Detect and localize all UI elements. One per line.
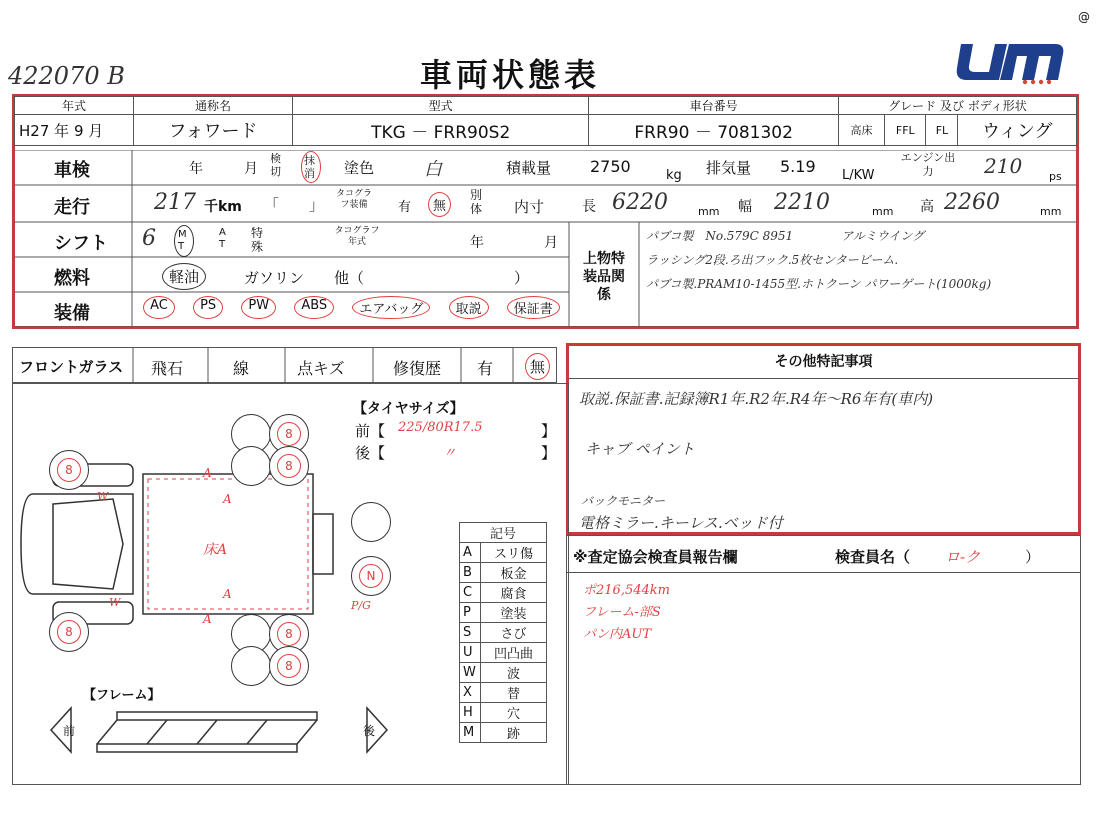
tyre-front-label: 前【 <box>355 422 386 440</box>
tyre: N <box>351 556 391 596</box>
special-equipment-label: 上物特装品関係 <box>583 251 625 303</box>
tachograph-year-unit: 年 <box>470 235 484 251</box>
tyre: 8 <box>49 450 89 490</box>
page-title: 車両状態表 <box>420 56 601 94</box>
chassis-number: FRR90 － 7081302 <box>589 115 839 146</box>
tachograph-yes: 有 <box>398 200 412 215</box>
vehicle-name: フォワード <box>134 115 293 146</box>
inspection-label: 車検 <box>54 160 90 181</box>
report-line: パン内AUT <box>583 627 652 642</box>
equipment-pw: PW <box>241 296 276 319</box>
length-unit: mm <box>698 205 720 218</box>
manual-transmission: M T <box>174 225 194 257</box>
logo <box>955 36 1065 86</box>
windshield-repair-history: 修復歴 <box>393 359 442 378</box>
displacement-label: 排気量 <box>706 159 752 177</box>
tyre: 8 <box>269 646 309 686</box>
special-equipment-line: ラッシング2段.ろ出フック.5枚センタービーム. <box>646 253 899 267</box>
special-equipment-line: パブコ製 No.579C 8951 アルミウイング <box>646 229 925 243</box>
tyre: 8 <box>269 446 309 486</box>
color-value: 白 <box>424 159 442 180</box>
inspection-expired: 検切 <box>270 152 281 178</box>
code-row <box>460 643 547 663</box>
width-label: 幅 <box>738 199 752 215</box>
vehicle-model: TKG － FRR90S2 <box>293 115 589 146</box>
load-value: 2750 <box>590 157 631 176</box>
code-row <box>460 703 547 723</box>
tyre-front-close: 】 <box>541 422 557 440</box>
power-gate-mark: P/G <box>351 599 371 612</box>
code-letter: X <box>460 683 481 703</box>
equipment-ac: AC <box>143 296 175 319</box>
tachograph-month-unit: 月 <box>544 235 558 251</box>
equipment-manual: 取説 <box>449 296 489 319</box>
automatic-transmission: A T <box>219 227 226 250</box>
remarks-line: キャブ ペイント <box>585 440 695 458</box>
engine-output-unit: ps <box>1049 170 1062 183</box>
code-row <box>460 723 547 743</box>
inspection-cancelled: 抹消 <box>301 151 321 183</box>
tyre: 8 <box>49 612 89 652</box>
report-line: フレーム-部S <box>583 605 661 620</box>
report-notes <box>583 580 670 646</box>
windshield-no: 無 <box>525 353 550 380</box>
code-legend <box>459 522 547 743</box>
mileage-value: 217 <box>154 190 196 215</box>
equipment-airbag: エアバッグ <box>352 296 430 319</box>
windshield-label: フロントガラス <box>19 358 124 376</box>
equipment-warranty: 保証書 <box>507 296 560 319</box>
code-letter: U <box>460 643 481 663</box>
code-meaning: 塗装 <box>481 603 547 623</box>
remarks-title: その他特記事項 <box>569 346 1078 379</box>
tyre-size-title: 【タイヤサイズ】 <box>353 401 464 417</box>
special-equipment-notes <box>646 224 1074 296</box>
equipment-ps: PS <box>193 296 223 319</box>
special-transmission: 特殊 <box>251 226 264 254</box>
inspection-month-unit: 月 <box>244 161 258 177</box>
inspection-year-unit: 年 <box>189 161 203 177</box>
remarks-line: 電格ミラー.キーレス.ベッド付 <box>579 514 783 532</box>
code-meaning: 跡 <box>481 723 547 743</box>
code-letter: H <box>460 703 481 723</box>
grade-header: グレード 及び ボディ形状 <box>838 97 1076 115</box>
code-meaning: 腐食 <box>481 583 547 603</box>
remarks-box <box>566 343 1081 535</box>
tyre <box>351 502 391 542</box>
load-unit: kg <box>666 168 682 183</box>
tyre: 8 <box>269 614 309 654</box>
tyre-rear-close: 】 <box>541 444 557 462</box>
frame-drawing <box>49 702 389 762</box>
length-label: 長 <box>582 199 596 215</box>
fl-type: FL <box>926 115 958 146</box>
windshield-line: 線 <box>233 359 250 378</box>
name-header: 通称名 <box>134 97 293 115</box>
fuel-label: 燃料 <box>54 268 90 289</box>
tyre-rear-label: 後【 <box>355 444 386 462</box>
mileage-bracket: 「 」 <box>264 196 325 214</box>
vehicle-table <box>14 96 1077 146</box>
windshield-spot: 点キズ <box>297 359 345 378</box>
code-letter: P <box>460 603 481 623</box>
roof-type: 高床 <box>838 115 884 146</box>
damage-mark-a: A <box>223 492 232 506</box>
inspector-report <box>566 535 1081 785</box>
frame-rear: 後 <box>363 724 376 738</box>
remarks-line: 取説.保証書.記録簿R1年.R2年.R4年～R6年有(車内) <box>579 390 934 408</box>
length-value: 6220 <box>612 190 668 215</box>
code-row <box>460 663 547 683</box>
fuel-other: 他（ ） <box>334 269 530 287</box>
damage-mark-w: W <box>97 490 109 503</box>
damage-diagram <box>12 383 569 785</box>
code-letter: B <box>460 563 481 583</box>
code-row <box>460 543 547 563</box>
tachograph-year-label: タコグラフ年式 <box>334 226 380 247</box>
code-meaning: 板金 <box>481 563 547 583</box>
engine-output-label: エンジン出力 <box>900 151 956 178</box>
mileage-unit: 千km <box>204 199 242 215</box>
inspector-name: ロ-ク <box>945 548 981 566</box>
fuel-gasoline: ガソリン <box>244 269 305 287</box>
code-meaning: スリ傷 <box>481 543 547 563</box>
inner-size-label: 内寸 <box>514 198 545 216</box>
inspector-label: 検査員名（ <box>835 548 911 566</box>
model-header: 型式 <box>293 97 589 115</box>
height-value: 2260 <box>944 190 1000 215</box>
floor-damage: 床A <box>203 542 228 558</box>
code-meaning: 穴 <box>481 703 547 723</box>
code-legend-title: 記号 <box>460 523 547 543</box>
code-letter: S <box>460 623 481 643</box>
mileage-label: 走行 <box>54 197 90 218</box>
frame-front: 前 <box>63 724 76 738</box>
code-meaning: 波 <box>481 663 547 683</box>
inspector-close: ） <box>1025 548 1041 566</box>
chassis-header: 車台番号 <box>589 97 839 115</box>
width-unit: mm <box>872 205 894 218</box>
code-letter: W <box>460 663 481 683</box>
special-equipment-line: パブコ製.PRAM10-1455型.ホトクーン パワーゲート(1000kg) <box>646 277 992 291</box>
height-unit: mm <box>1040 205 1062 218</box>
equipment-list <box>134 296 569 319</box>
windshield-chip: 飛石 <box>151 359 184 378</box>
color-label: 塗色 <box>344 159 375 177</box>
code-meaning: 替 <box>481 683 547 703</box>
windshield-row <box>12 347 557 383</box>
engine-output-value: 210 <box>984 154 1023 178</box>
fuel-diesel: 軽油 <box>162 263 206 290</box>
damage-mark-a: A <box>203 612 212 626</box>
gear-count: 6 <box>142 226 156 251</box>
stock-number: 422070 B <box>8 62 125 90</box>
vehicle-detail-rows <box>14 150 1077 327</box>
width-value: 2210 <box>774 190 830 215</box>
code-letter: M <box>460 723 481 743</box>
year-header: 年式 <box>15 97 134 115</box>
tachograph-separate: 別体 <box>470 188 483 216</box>
displacement-unit: L/KW <box>842 168 875 183</box>
tyre-front-value: 225/80R17.5 <box>398 420 483 435</box>
code-meaning: さび <box>481 623 547 643</box>
code-letter: C <box>460 583 481 603</box>
registration-year: H27 年 9 月 <box>15 115 134 146</box>
shift-label: シフト <box>54 233 108 254</box>
tyre: 8 <box>269 414 309 454</box>
tachograph-no: 無 <box>428 192 451 217</box>
frame-label: 【フレーム】 <box>83 688 161 703</box>
tyre <box>231 646 271 686</box>
code-row <box>460 583 547 603</box>
equipment-abs: ABS <box>294 296 334 319</box>
tyre-rear-value: 〃 <box>443 446 457 461</box>
remarks-line: バックモニター <box>581 494 666 508</box>
equipment-label: 装備 <box>54 303 90 324</box>
body-type: ウィング <box>958 115 1077 146</box>
report-title: ※査定協会検査員報告欄 <box>573 548 738 566</box>
code-letter: A <box>460 543 481 563</box>
damage-mark-a: A <box>223 587 232 601</box>
code-meaning: 凹凸曲 <box>481 643 547 663</box>
code-row <box>460 623 547 643</box>
windshield-yes: 有 <box>477 359 494 378</box>
height-label: 高 <box>920 199 934 215</box>
load-label: 積載量 <box>506 159 552 177</box>
report-line: ポ216,544km <box>583 583 670 598</box>
corner-mark: @ <box>1078 10 1090 24</box>
damage-mark-a: A <box>203 466 212 480</box>
tyre <box>231 446 271 486</box>
code-row <box>460 683 547 703</box>
cab-type: FFL <box>885 115 926 146</box>
code-row <box>460 603 547 623</box>
displacement-value: 5.19 <box>780 157 816 176</box>
damage-mark-w: W <box>109 596 121 609</box>
code-row <box>460 563 547 583</box>
tachograph-label: タコグラフ装備 <box>335 189 372 210</box>
